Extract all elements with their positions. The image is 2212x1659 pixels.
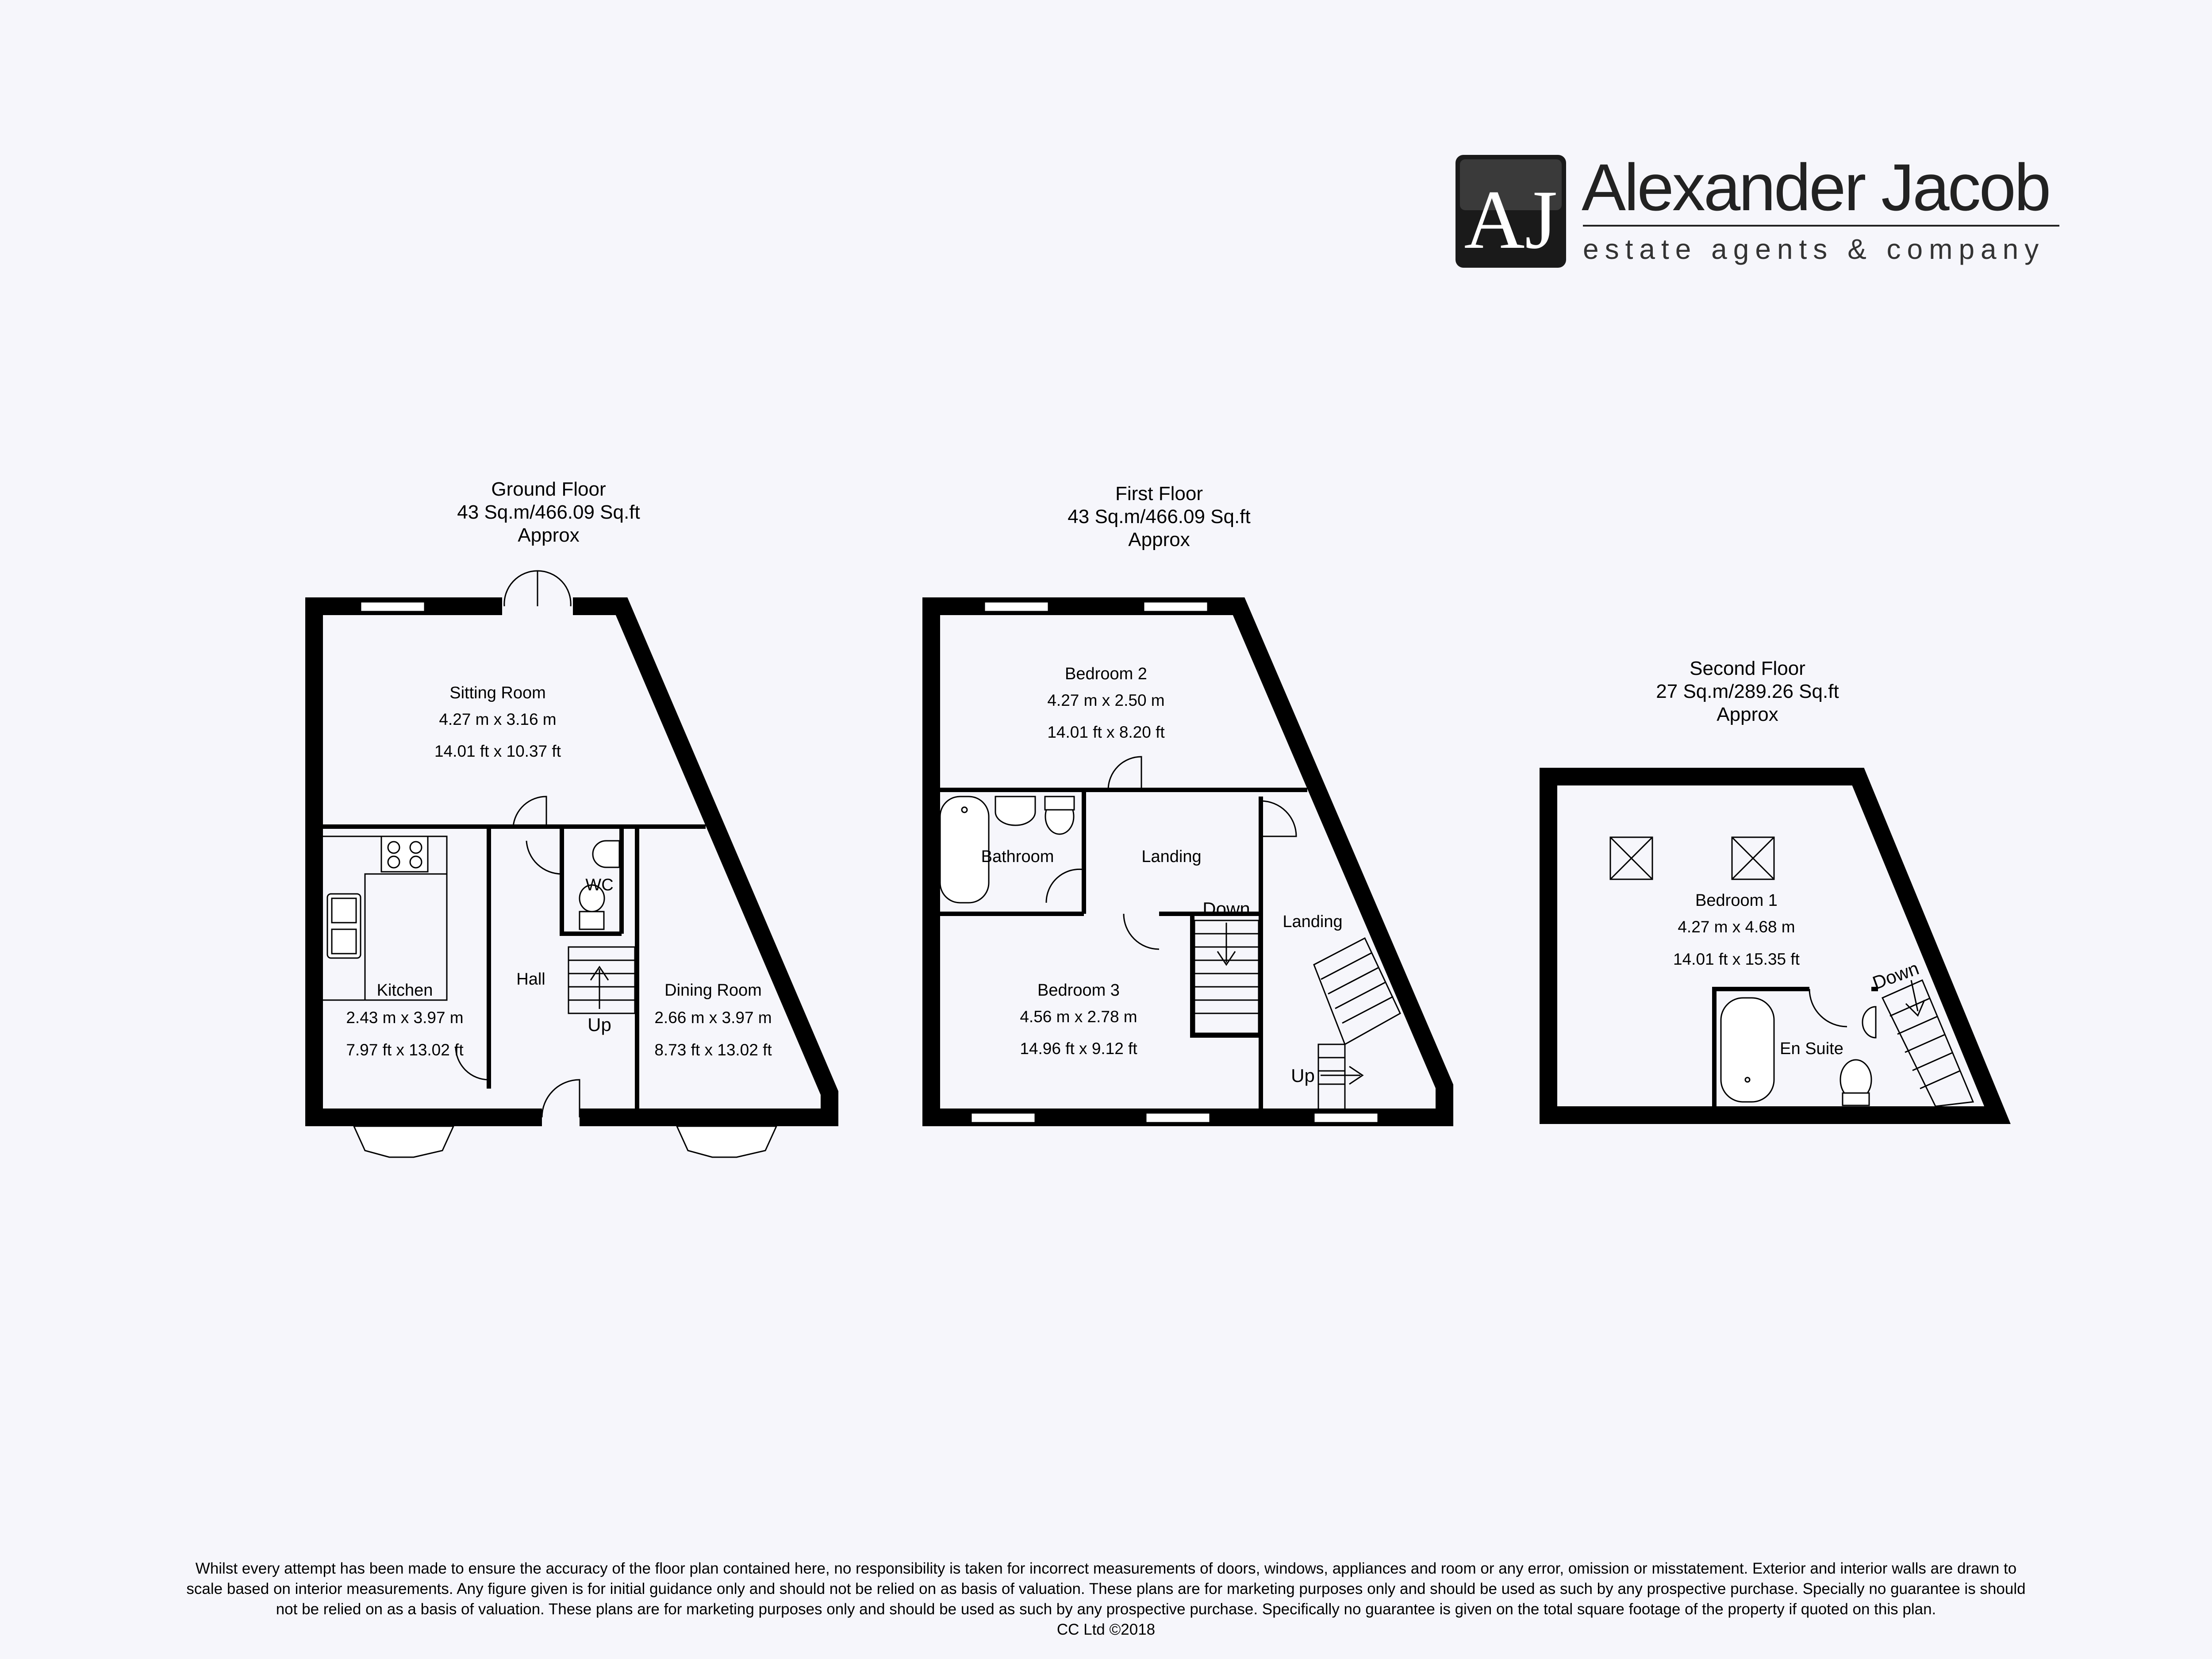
door (513, 797, 546, 827)
window (361, 602, 425, 612)
disclaimer (27, 1559, 2185, 1640)
room-imperial: 14.96 ft x 9.12 ft (1020, 1039, 1137, 1058)
skylight (1732, 837, 1774, 879)
room-metric: 4.27 m x 3.16 m (439, 710, 557, 728)
room-imperial: 14.01 ft x 15.35 ft (1673, 950, 1800, 968)
staircase-down (1194, 920, 1259, 1033)
second-floor-approx: Approx (1717, 704, 1778, 725)
first-floor-approx: Approx (1128, 529, 1190, 550)
room-name: Kitchen (376, 981, 433, 1000)
wc-basin (593, 841, 619, 867)
copyright: CC Ltd ©2018 (1056, 1621, 1156, 1638)
window (971, 1113, 1035, 1123)
logo-name: Alexander Jacob (1582, 150, 2050, 224)
stairs-down-label: Down (1202, 898, 1250, 919)
room-imperial: 7.97 ft x 13.02 ft (346, 1041, 464, 1059)
brand-logo (1455, 150, 2059, 268)
second-floor-plan (1548, 658, 1997, 1115)
window (1144, 602, 1208, 612)
room-imperial: 8.73 ft x 13.02 ft (654, 1041, 772, 1059)
room-metric: 4.27 m x 2.50 m (1047, 691, 1165, 709)
door (1108, 757, 1141, 790)
second-floor-title: Second Floor (1690, 658, 1805, 679)
room-name: WC (585, 876, 614, 894)
hob (381, 836, 428, 872)
room-name: Dining Room (664, 981, 762, 1000)
first-floor-plan (931, 483, 1444, 1123)
window (1314, 1113, 1378, 1123)
staircase (568, 947, 635, 1013)
ground-floor-title: Ground Floor (491, 478, 606, 500)
room-name: Bedroom 3 (1037, 981, 1120, 1000)
room-name: Bathroom (981, 847, 1054, 866)
disclaimer-line: Whilst every attempt has been made to ensure the accuracy of the floor plan contained here, no responsibility is taken for incorrect measurements of doors, windows, appliances and room or any error, omission or misstatement. Exterior and interior walls are drawn to (195, 1560, 2017, 1577)
basin (995, 797, 1035, 825)
room-name: Bedroom 2 (1065, 665, 1147, 683)
ground-floor-approx: Approx (518, 524, 580, 546)
second-floor-area: 27 Sq.m/289.26 Sq.ft (1656, 681, 1839, 702)
door (1046, 869, 1084, 903)
skylight (1610, 837, 1652, 879)
ground-floor-area: 43 Sq.m/466.09 Sq.ft (457, 501, 640, 523)
bay-window-dining (677, 1126, 776, 1157)
disclaimer-line: not be relied on as a basis of valuation. These plans are for marketing purposes only and should be used as such by any prospective purchase. Specifically no guarantee is given on the total square footage of the property if quoted on this plan. (276, 1601, 1936, 1618)
room-imperial: 14.01 ft x 8.20 ft (1047, 723, 1165, 741)
logo-tagline: estate agents & company (1583, 233, 2045, 265)
logo-monogram: AJ (1464, 173, 1558, 266)
room-metric: 4.56 m x 2.78 m (1020, 1008, 1137, 1026)
basin (1863, 1007, 1876, 1038)
door (1124, 914, 1159, 949)
window (1146, 1113, 1210, 1123)
room-name: Landing (1283, 912, 1343, 931)
stairs-down-label: Down (1870, 957, 1922, 993)
first-floor-area: 43 Sq.m/466.09 Sq.ft (1068, 506, 1251, 527)
room-metric: 2.66 m x 3.97 m (654, 1008, 772, 1027)
bathtub (1721, 998, 1774, 1102)
door (526, 841, 562, 874)
ground-floor-plan (314, 478, 830, 1157)
door (1809, 989, 1847, 1027)
first-floor-title: First Floor (1115, 483, 1203, 504)
stairs-up-label: Up (1291, 1065, 1315, 1086)
window (984, 602, 1048, 612)
room-metric: 4.27 m x 4.68 m (1678, 918, 1795, 936)
stairs-up-label: Up (588, 1014, 611, 1035)
room-metric: 2.43 m x 3.97 m (346, 1008, 464, 1027)
bay-window-kitchen (354, 1126, 453, 1157)
door (1261, 801, 1296, 836)
room-imperial: 14.01 ft x 10.37 ft (434, 742, 561, 760)
disclaimer-line: scale based on interior measurements. Any figure given is for initial guidance only and should not be relied on as basis of valuation. These plans are for marketing purposes only and should be used as such by any prospective purchase. Specially no guarantee is should (186, 1580, 2026, 1597)
room-name: Sitting Room (449, 684, 546, 702)
room-name: Landing (1141, 847, 1202, 866)
room-name: En Suite (1780, 1039, 1843, 1058)
wc-toilet (580, 912, 604, 929)
room-name: Bedroom 1 (1695, 891, 1778, 910)
room-name: Hall (516, 970, 545, 989)
